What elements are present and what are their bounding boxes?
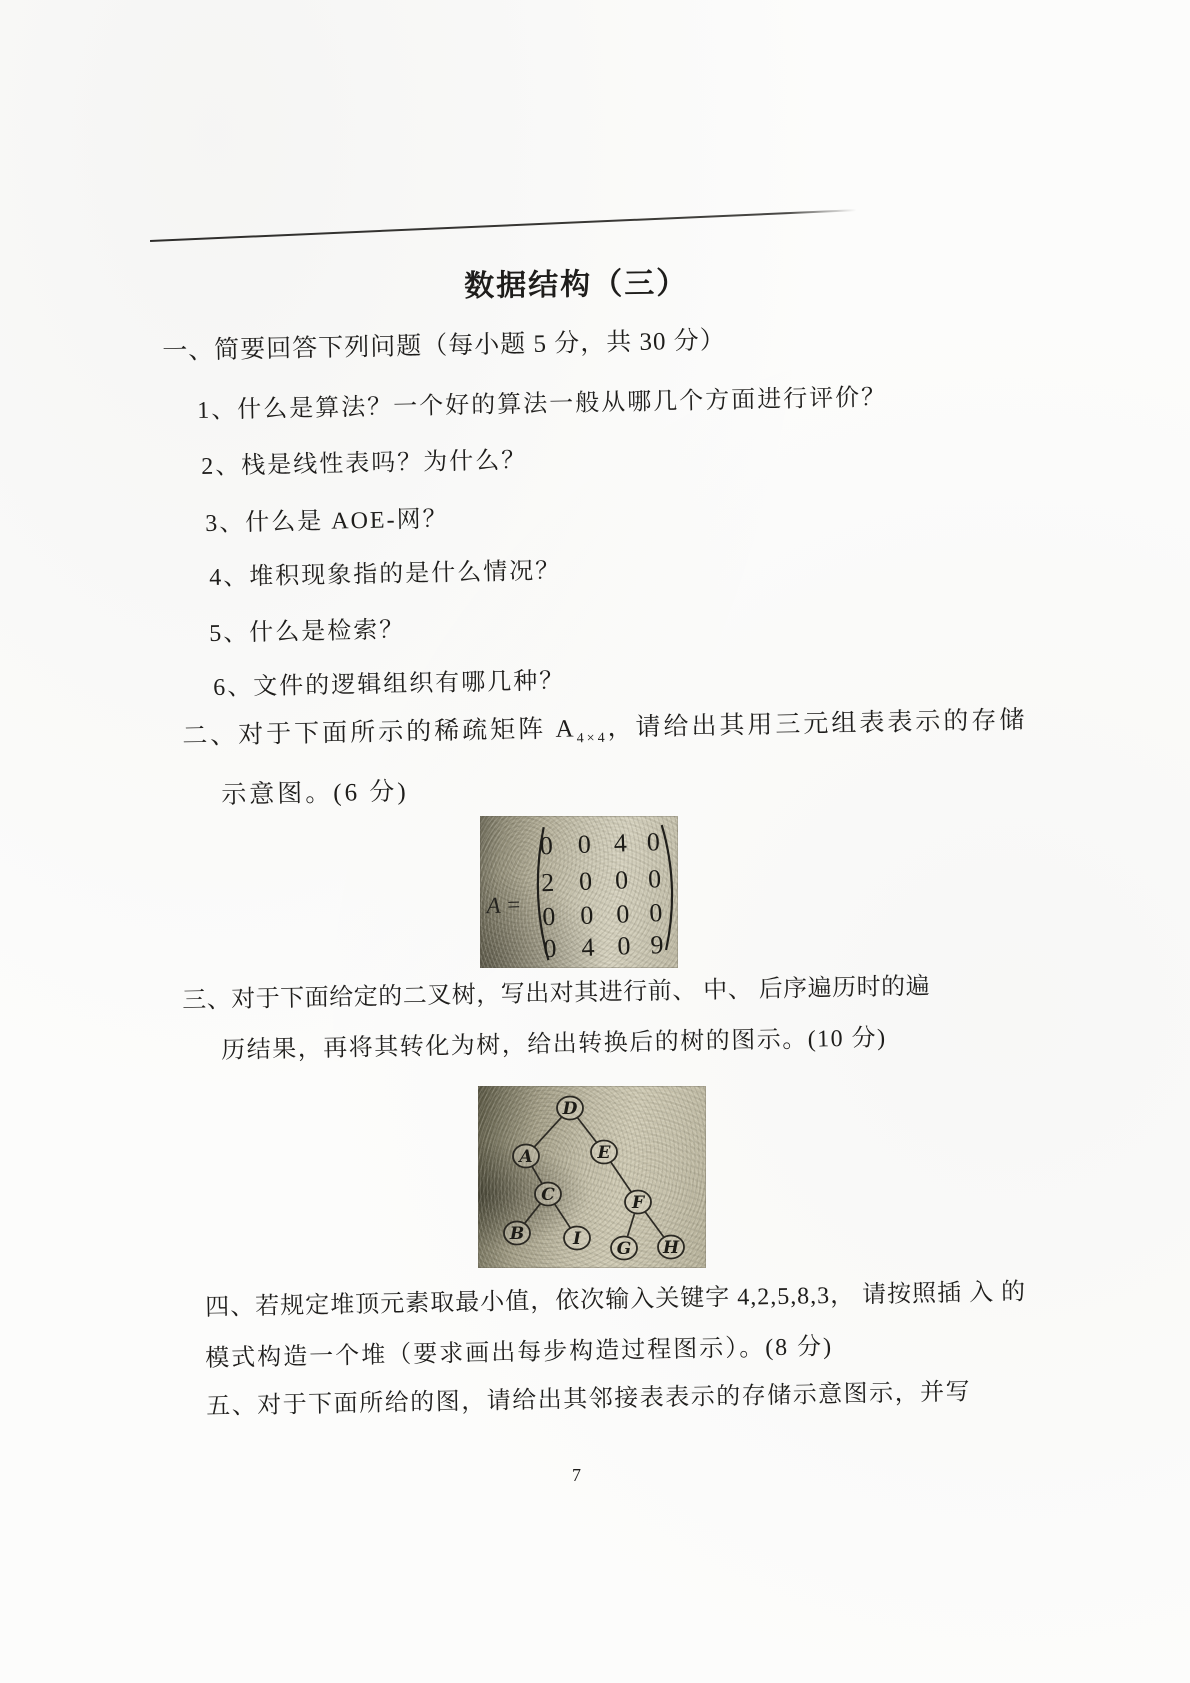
- matrix-cell-r2c1: 0: [579, 900, 594, 930]
- section-2-line-1: [182, 705, 1028, 756]
- matrix-cell-r3c1: 4: [580, 932, 595, 962]
- tree-edge-A-C: [532, 1167, 541, 1183]
- section-5-line-1: 五、对于下面所给的图，请给出其邻接表表示的存储示意图示，并写: [206, 1379, 972, 1420]
- matrix-cell-r2c3: 0: [648, 898, 663, 928]
- tree-node-label-C: C: [541, 1185, 555, 1205]
- matrix-cell-r1c3: 0: [647, 864, 662, 894]
- matrix-cell-r1c0: 2: [540, 867, 555, 898]
- matrix-cell-r0c2: 4: [613, 828, 628, 858]
- matrix-subscript: 4×4: [576, 730, 608, 747]
- tree-node-label-D: D: [562, 1099, 578, 1119]
- matrix-cell-r3c3: 9: [649, 930, 664, 960]
- tree-node-label-B: B: [509, 1224, 525, 1244]
- question-1: 1、什么是算法？一个好的算法一般从哪几个方面进行评价？: [197, 384, 888, 424]
- matrix-right-paren: [662, 825, 674, 950]
- matrix-label: A =: [485, 892, 522, 919]
- matrix-cell-r1c2: 0: [614, 865, 629, 895]
- section-2-text-suffix: ，请给出其用三元组表表示的存储: [607, 706, 1028, 742]
- section-3-line-2: 历结果，再将其转化为树，给出转换后的树的图示。(10 分): [221, 1025, 887, 1064]
- question-2: 2、栈是线性表吗？为什么？: [201, 447, 528, 480]
- tree-edge-C-B: [525, 1204, 540, 1223]
- matrix-cell-r0c3: 0: [646, 827, 661, 857]
- sparse-matrix-drawing: [480, 816, 678, 968]
- section-3-line-1: 三、对于下面给定的二叉树，写出对其进行前、 中、 后序遍历时的遍: [182, 973, 931, 1014]
- matrix-cell-r0c0: 0: [539, 830, 554, 861]
- binary-tree-figure: [478, 1086, 706, 1268]
- section-2-text-prefix: 二、对于下面所示的稀疏矩阵 A: [182, 715, 577, 750]
- section-4-line-1: 四、若规定堆顶元素取最小值，依次输入关键字 4,2,5,8,3， 请按照插 入 的: [205, 1279, 1027, 1321]
- tree-edge-C-I: [555, 1204, 570, 1227]
- tree-edge-D-A: [534, 1117, 561, 1147]
- tree-node-label-H: H: [662, 1238, 680, 1258]
- binary-tree-drawing: [478, 1086, 706, 1268]
- section-2-line-2: 示意图。(6 分): [221, 778, 409, 809]
- question-3: 3、什么是 AOE-网？: [205, 506, 449, 537]
- section-1-heading: 一、简要回答下列问题（每小题 5 分，共 30 分）: [162, 327, 726, 365]
- section-4-line-2: 模式构造一个堆（要求画出每步构造过程图示）。(8 分): [205, 1333, 834, 1372]
- tree-node-label-I: I: [573, 1229, 581, 1249]
- matrix-cell-r2c0: 0: [541, 901, 556, 932]
- tree-node-label-F: F: [631, 1193, 645, 1213]
- tree-node-label-A: A: [519, 1147, 533, 1167]
- tree-node-label-E: E: [597, 1143, 611, 1163]
- question-5: 5、什么是检索？: [209, 617, 406, 647]
- top-rule-line: [150, 209, 856, 242]
- matrix-cell-r1c1: 0: [578, 866, 593, 896]
- question-6: 6、文件的逻辑组织有哪几种？: [213, 668, 566, 701]
- matrix-cell-r3c0: 0: [542, 933, 557, 964]
- tree-node-label-G: G: [616, 1239, 632, 1259]
- matrix-cell-r0c1: 0: [577, 829, 592, 860]
- tree-edge-D-E: [578, 1118, 597, 1142]
- sparse-matrix-figure: [480, 816, 678, 968]
- page-number: 7: [572, 1465, 581, 1485]
- matrix-cell-r2c2: 0: [615, 899, 630, 929]
- tree-edge-E-F: [611, 1162, 631, 1191]
- page-title: 数据结构（三）: [464, 266, 689, 303]
- tree-edge-F-G: [628, 1214, 635, 1236]
- question-4: 4、堆积现象指的是什么情况？: [209, 558, 562, 591]
- tree-edge-F-H: [645, 1212, 663, 1237]
- matrix-cell-r3c2: 0: [616, 931, 631, 961]
